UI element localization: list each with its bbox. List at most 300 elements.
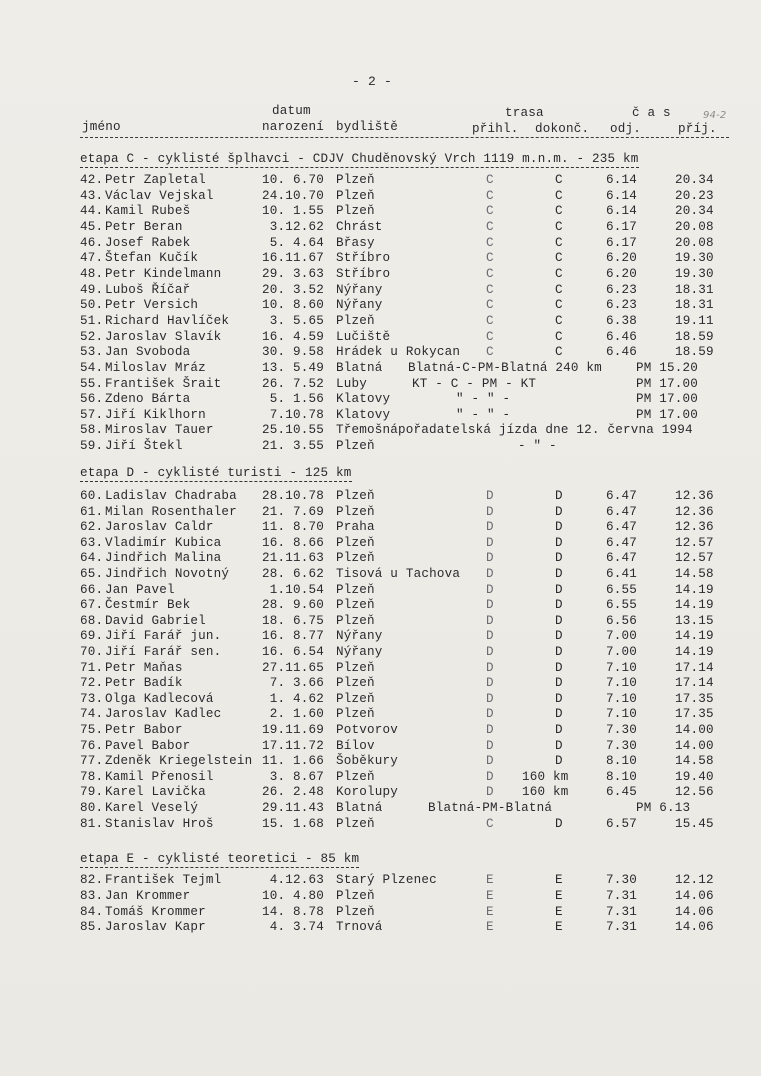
birth-date: 11. 8.70	[261, 520, 324, 535]
header-dokonc: dokonč.	[535, 122, 590, 136]
departure-time: 7.31	[606, 920, 638, 935]
table-row	[0, 707, 761, 722]
row-number: 69.	[80, 629, 104, 644]
row-number: 72.	[80, 676, 104, 691]
residence: Plzeň	[336, 204, 375, 219]
residence: Plzeň	[336, 613, 375, 628]
departure-time: 6.23	[606, 282, 638, 297]
route-finish: C	[555, 298, 563, 313]
birth-date: 3. 5.65	[269, 313, 324, 328]
departure-time: 6.45	[606, 785, 638, 800]
departure-time: 6.46	[606, 329, 638, 344]
row-number: 68.	[80, 613, 104, 628]
birth-date: 18. 6.75	[261, 613, 324, 628]
participant-name: Jindřich Malina	[105, 551, 222, 566]
birth-date: 29. 3.63	[261, 266, 324, 281]
route-finish: D	[555, 676, 563, 691]
header-underline	[80, 137, 729, 138]
residence: Nýřany	[336, 298, 383, 313]
pm-time: PM 17.00	[636, 392, 699, 407]
arrival-time: 14.58	[675, 754, 714, 769]
participant-name: Karel Lavička	[105, 785, 206, 800]
departure-time: 6.56	[606, 613, 638, 628]
route-finish: E	[555, 888, 563, 903]
table-row	[0, 283, 761, 298]
table-row	[0, 236, 761, 251]
section-title-text: etapa E - cyklisté teoretici - 85 km	[80, 852, 360, 866]
arrival-time: 14.06	[675, 888, 714, 903]
row-number: 80.	[80, 801, 104, 815]
route-start: C	[486, 173, 494, 187]
residence: Plzeň	[336, 582, 375, 597]
route-start: D	[486, 520, 494, 535]
table-row	[0, 361, 761, 376]
row-number: 81.	[80, 816, 104, 831]
participant-name: Jaroslav Kadlec	[105, 707, 222, 722]
route-finish: D	[555, 567, 563, 581]
route-finish: D	[555, 629, 563, 644]
birth-date: 16. 6.54	[261, 645, 324, 659]
residence: Plzeň	[336, 888, 375, 903]
birth-date: 21.11.63	[261, 551, 324, 566]
table-row	[0, 905, 761, 920]
route-finish: D	[555, 723, 563, 737]
route-start: C	[486, 204, 494, 219]
birth-date: 14. 8.78	[261, 904, 324, 919]
participant-name: Jindřich Novotný	[105, 567, 230, 581]
arrival-time: 14.58	[675, 567, 714, 581]
birth-date: 7. 3.66	[269, 676, 324, 691]
participant-name: Karel Veselý	[105, 801, 199, 815]
table-row	[0, 204, 761, 219]
row-number: 77.	[80, 754, 104, 769]
row-number: 48.	[80, 266, 104, 281]
route-start: D	[486, 660, 494, 675]
residence: Starý Plzenec	[336, 873, 437, 887]
departure-time: 6.41	[606, 567, 638, 581]
route-start: E	[486, 888, 494, 903]
residence: Blatná	[336, 801, 383, 815]
birth-date: 20. 3.52	[261, 282, 324, 297]
route-note: " - " -	[456, 407, 511, 422]
section-title	[80, 852, 359, 866]
table-row	[0, 614, 761, 629]
table-row	[0, 330, 761, 345]
route-note: - " -	[518, 439, 557, 454]
birth-date: 27.11.65	[261, 660, 324, 675]
residence: Blatná	[336, 360, 383, 375]
departure-time: 6.23	[606, 298, 638, 313]
route-finish: E	[555, 920, 563, 935]
route-note: Blatná-C-PM-Blatná 240 km	[408, 360, 602, 375]
route-finish: C	[555, 235, 563, 250]
birth-date: 11. 1.66	[261, 754, 324, 769]
residence: Plzeň	[336, 535, 375, 550]
route-finish: D	[555, 535, 563, 550]
header-jmeno: jméno	[82, 120, 121, 134]
route-start: D	[486, 769, 494, 784]
participant-name: Jaroslav Kapr	[105, 920, 206, 935]
table-row	[0, 583, 761, 598]
route-finish: D	[555, 691, 563, 706]
departure-time: 6.47	[606, 535, 638, 550]
route-finish: E	[555, 873, 563, 887]
route-finish: C	[555, 329, 563, 344]
route-finish: E	[555, 904, 563, 919]
arrival-time: 18.31	[675, 282, 714, 297]
arrival-time: 14.19	[675, 582, 714, 597]
departure-time: 6.38	[606, 313, 638, 328]
participant-name: Tomáš Krommer	[105, 904, 206, 919]
birth-date: 16. 8.77	[261, 629, 324, 644]
departure-time: 6.14	[606, 204, 638, 219]
departure-time: 7.10	[606, 660, 638, 675]
residence: Korolupy	[336, 785, 399, 800]
table-row	[0, 220, 761, 235]
route-start: D	[486, 504, 494, 519]
table-row	[0, 536, 761, 551]
birth-date: 3.12.62	[269, 219, 324, 234]
route-finish: D	[555, 551, 563, 566]
birth-date: 4.12.63	[269, 873, 324, 887]
table-row	[0, 739, 761, 754]
row-number: 59.	[80, 439, 104, 454]
table-row	[0, 645, 761, 660]
residence: Plzeň	[336, 816, 375, 831]
table-row	[0, 267, 761, 282]
departure-time: 6.57	[606, 816, 638, 831]
residence: Šoběkury	[336, 754, 399, 769]
residence: Plzeň	[336, 504, 375, 519]
route-start: E	[486, 904, 494, 919]
residence: Luby	[336, 376, 368, 391]
arrival-time: 17.35	[675, 707, 714, 722]
departure-time: 6.14	[606, 173, 638, 187]
participant-name: Petr Maňas	[105, 660, 183, 675]
route-finish: D	[555, 582, 563, 597]
table-row	[0, 314, 761, 329]
arrival-time: 18.59	[675, 329, 714, 344]
row-number: 49.	[80, 282, 104, 297]
section-title	[80, 152, 639, 166]
table-row	[0, 392, 761, 407]
table-row	[0, 489, 761, 504]
row-number: 78.	[80, 769, 104, 784]
table-row	[0, 723, 761, 738]
birth-date: 5. 4.64	[269, 235, 324, 250]
departure-time: 6.47	[606, 489, 638, 503]
participant-name: František Šrait	[105, 376, 222, 391]
row-number: 42.	[80, 173, 104, 187]
residence: Plzeň	[336, 173, 375, 187]
route-finish: C	[555, 251, 563, 266]
table-row	[0, 567, 761, 582]
residence: Potvorov	[336, 723, 399, 737]
participant-name: Luboš Říčař	[105, 282, 191, 297]
birth-date: 3. 8.67	[269, 769, 324, 784]
table-row	[0, 692, 761, 707]
route-finish: C	[555, 345, 563, 360]
route-start: D	[486, 613, 494, 628]
residence: Plzeň	[336, 313, 375, 328]
departure-time: 6.20	[606, 251, 638, 266]
route-finish: D	[555, 754, 563, 769]
row-number: 67.	[80, 598, 104, 613]
participant-name: Václav Vejskal	[105, 188, 214, 203]
participant-name: Zdeno Bárta	[105, 392, 191, 407]
participant-name: František Tejml	[105, 873, 222, 887]
route-start: E	[486, 920, 494, 935]
residence: Plzeň	[336, 551, 375, 566]
arrival-time: 14.06	[675, 904, 714, 919]
arrival-time: 18.59	[675, 345, 714, 360]
header-prij: příj.	[678, 122, 717, 136]
participant-name: Ladislav Chadraba	[105, 489, 237, 503]
route-start: C	[486, 298, 494, 313]
arrival-time: 14.00	[675, 738, 714, 753]
table-row	[0, 377, 761, 392]
route-finish: D	[555, 738, 563, 753]
birth-date: 26. 7.52	[261, 376, 324, 391]
residence: Břasy	[336, 235, 375, 250]
residence: Plzeň	[336, 904, 375, 919]
birth-date: 10. 8.60	[261, 298, 324, 313]
participant-name: Jaroslav Caldr	[105, 520, 214, 535]
arrival-time: 19.30	[675, 266, 714, 281]
row-number: 55.	[80, 376, 104, 391]
birth-date: 10. 1.55	[261, 204, 324, 219]
participant-name: Jan Krommer	[105, 888, 191, 903]
birth-date: 25.10.55	[261, 423, 324, 438]
participant-name: Jiří Štekl	[105, 439, 183, 454]
route-note: KT - C - PM - KT	[412, 376, 537, 391]
residence: Nýřany	[336, 645, 383, 659]
arrival-time: 20.34	[675, 204, 714, 219]
birth-date: 16.11.67	[261, 251, 324, 266]
participant-name: Čestmír Bek	[105, 598, 191, 613]
table-row	[0, 629, 761, 644]
arrival-time: 14.00	[675, 723, 714, 737]
departure-time: 6.47	[606, 520, 638, 535]
row-number: 58.	[80, 423, 104, 438]
table-row	[0, 551, 761, 566]
route-start: C	[486, 816, 494, 831]
pencil-note: 94-2	[703, 110, 727, 121]
route-start: D	[486, 738, 494, 753]
arrival-time: 12.57	[675, 535, 714, 550]
arrival-time: 14.19	[675, 629, 714, 644]
row-number: 75.	[80, 723, 104, 737]
birth-date: 28.10.78	[261, 489, 324, 503]
row-number: 60.	[80, 489, 104, 503]
participant-name: David Gabriel	[105, 613, 206, 628]
row-number: 85.	[80, 920, 104, 935]
residence: Nýřany	[336, 282, 383, 297]
route-finish: D	[555, 489, 563, 503]
route-finish: C	[555, 266, 563, 281]
route-finish: D	[555, 660, 563, 675]
header-cas: č a s	[632, 106, 671, 120]
arrival-time: 20.08	[675, 235, 714, 250]
route-note: " - " -	[456, 392, 511, 407]
arrival-time: 17.14	[675, 660, 714, 675]
row-number: 79.	[80, 785, 104, 800]
participant-name: Jaroslav Slavík	[105, 329, 222, 344]
departure-time: 6.55	[606, 598, 638, 613]
route-finish: C	[555, 313, 563, 328]
row-number: 57.	[80, 407, 104, 422]
table-row	[0, 770, 761, 785]
section-title-text: etapa C - cyklisté šplhavci - CDJV Chuděnovský Vrch 1119 m.n.m. - 235 km	[80, 152, 639, 166]
participant-name: Petr Zapletal	[105, 173, 206, 187]
route-note: pořadatelská jízda dne 12. června 1994	[398, 423, 693, 438]
row-number: 84.	[80, 904, 104, 919]
residence: Plzeň	[336, 439, 375, 454]
row-number: 45.	[80, 219, 104, 234]
residence: Plzeň	[336, 676, 375, 691]
arrival-time: 12.36	[675, 520, 714, 535]
table-row	[0, 439, 761, 454]
participant-name: Petr Beran	[105, 219, 183, 234]
row-number: 52.	[80, 329, 104, 344]
route-start: D	[486, 707, 494, 722]
route-start: C	[486, 219, 494, 234]
row-number: 73.	[80, 691, 104, 706]
arrival-time: 17.35	[675, 691, 714, 706]
row-number: 51.	[80, 313, 104, 328]
route-note: Blatná-PM-Blatná	[428, 801, 553, 815]
residence: Stříbro	[336, 251, 391, 266]
participant-name: Jan Svoboda	[105, 345, 191, 360]
departure-time: 7.10	[606, 691, 638, 706]
header-odj: odj.	[610, 122, 642, 136]
route-finish: 160 km	[522, 785, 569, 800]
route-start: D	[486, 551, 494, 566]
residence: Plzeň	[336, 598, 375, 613]
residence: Plzeň	[336, 188, 375, 203]
participant-name: Petr Babor	[105, 723, 183, 737]
birth-date: 10. 6.70	[261, 173, 324, 187]
route-start: C	[486, 313, 494, 328]
participant-name: Stanislav Hroš	[105, 816, 214, 831]
route-start: C	[486, 235, 494, 250]
route-start: D	[486, 645, 494, 659]
residence: Plzeň	[336, 691, 375, 706]
row-number: 61.	[80, 504, 104, 519]
birth-date: 15. 1.68	[261, 816, 324, 831]
arrival-time: 19.11	[675, 313, 714, 328]
residence: Stříbro	[336, 266, 391, 281]
departure-time: 6.14	[606, 188, 638, 203]
route-finish: D	[555, 816, 563, 831]
departure-time: 8.10	[606, 769, 638, 784]
departure-time: 7.30	[606, 873, 638, 887]
departure-time: 6.17	[606, 219, 638, 234]
residence: Klatovy	[336, 392, 391, 407]
birth-date: 1. 4.62	[269, 691, 324, 706]
route-start: D	[486, 598, 494, 613]
row-number: 74.	[80, 707, 104, 722]
residence: Plzeň	[336, 707, 375, 722]
departure-time: 7.00	[606, 629, 638, 644]
participant-name: Štefan Kučík	[105, 251, 199, 266]
birth-date: 19.11.69	[261, 723, 324, 737]
route-start: E	[486, 873, 494, 887]
arrival-time: 18.31	[675, 298, 714, 313]
birth-date: 13. 5.49	[261, 360, 324, 375]
arrival-time: 12.56	[675, 785, 714, 800]
residence: Třemošná	[336, 423, 399, 438]
table-row	[0, 520, 761, 535]
table-row	[0, 598, 761, 613]
birth-date: 16. 4.59	[261, 329, 324, 344]
residence: Plzeň	[336, 769, 375, 784]
row-number: 82.	[80, 873, 104, 887]
route-start: D	[486, 567, 494, 581]
header-narozeni: narození	[262, 120, 325, 134]
participant-name: Pavel Babor	[105, 738, 191, 753]
residence: Hrádek u Rokycan	[336, 345, 461, 360]
table-row	[0, 298, 761, 313]
birth-date: 7.10.78	[269, 407, 324, 422]
arrival-time: 14.19	[675, 598, 714, 613]
participant-name: Jiří Farář jun.	[105, 629, 222, 644]
participant-name: Kamil Přenosil	[105, 769, 214, 784]
pm-time: PM 15.20	[636, 360, 699, 375]
route-start: C	[486, 282, 494, 297]
route-finish: D	[555, 598, 563, 613]
participant-name: Jiří Farář sen.	[105, 645, 222, 659]
departure-time: 8.10	[606, 754, 638, 769]
pm-time: PM 17.00	[636, 376, 699, 391]
route-start: D	[486, 629, 494, 644]
table-row	[0, 920, 761, 935]
departure-time: 7.30	[606, 723, 638, 737]
residence: Trnová	[336, 920, 383, 935]
birth-date: 10. 4.80	[261, 888, 324, 903]
table-row	[0, 423, 761, 438]
route-start: C	[486, 251, 494, 266]
departure-time: 7.00	[606, 645, 638, 659]
arrival-time: 14.06	[675, 920, 714, 935]
departure-time: 6.20	[606, 266, 638, 281]
pm-time: PM 17.00	[636, 407, 699, 422]
table-row	[0, 889, 761, 904]
route-start: D	[486, 676, 494, 691]
pm-time: PM 6.13	[636, 801, 691, 815]
route-finish: C	[555, 204, 563, 219]
birth-date: 28. 6.62	[261, 567, 324, 581]
row-number: 70.	[80, 645, 104, 659]
departure-time: 6.17	[606, 235, 638, 250]
table-row	[0, 345, 761, 360]
route-finish: C	[555, 219, 563, 234]
table-row	[0, 801, 761, 816]
participant-name: Jiří Kiklhorn	[105, 407, 206, 422]
residence: Chrást	[336, 219, 383, 234]
birth-date: 17.11.72	[261, 738, 324, 753]
participant-name: Petr Kindelmann	[105, 266, 222, 281]
birth-date: 30. 9.58	[261, 345, 324, 360]
birth-date: 21. 3.55	[261, 439, 324, 454]
arrival-time: 12.57	[675, 551, 714, 566]
route-start: D	[486, 754, 494, 769]
arrival-time: 17.14	[675, 676, 714, 691]
residence: Lučiště	[336, 329, 391, 344]
arrival-time: 20.34	[675, 173, 714, 187]
participant-name: Milan Rosenthaler	[105, 504, 237, 519]
route-finish: D	[555, 520, 563, 535]
